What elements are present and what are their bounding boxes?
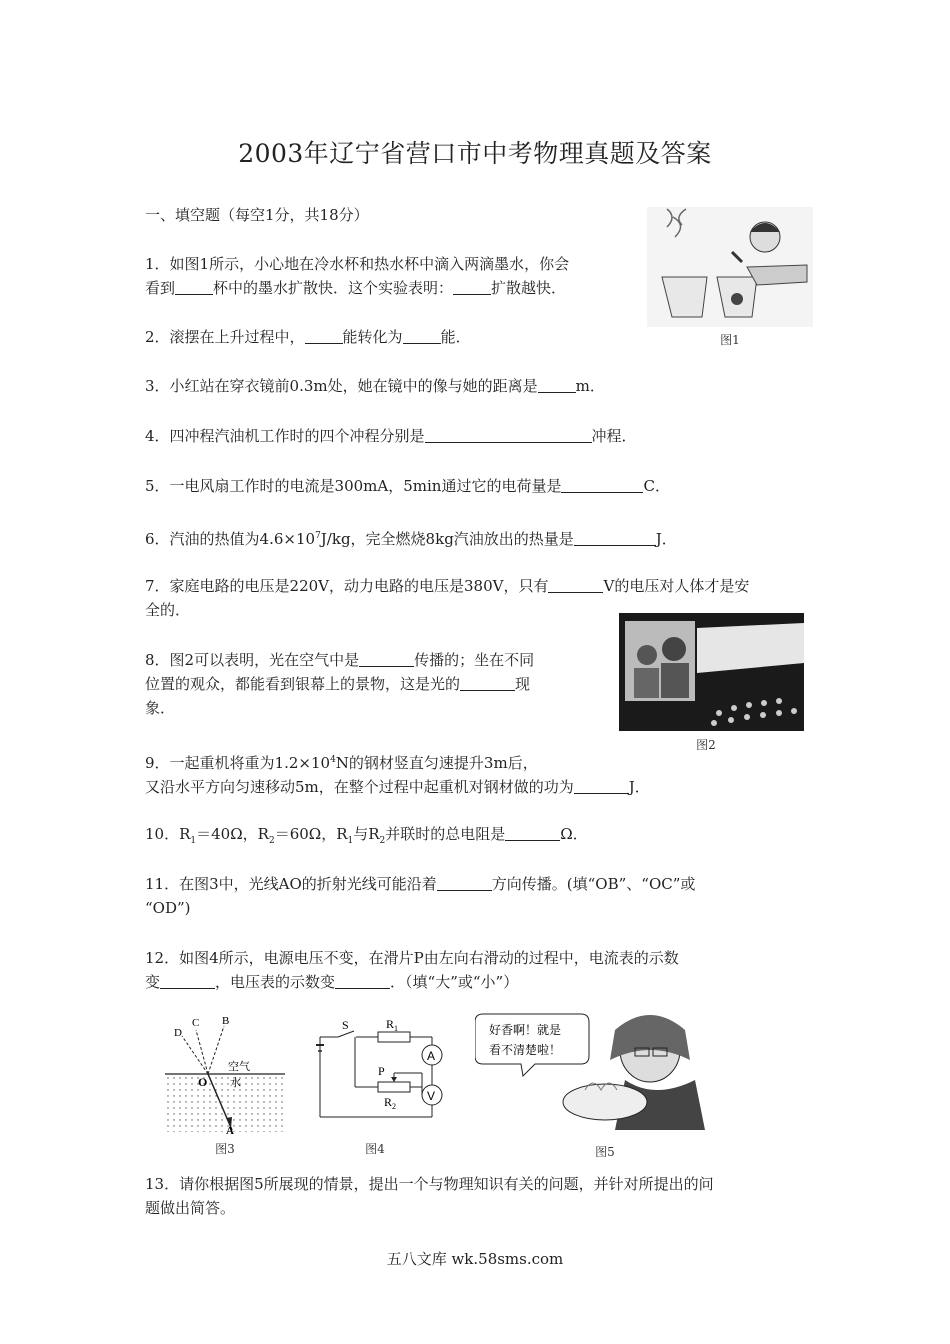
figure-1-caption: 图1 [720,333,740,347]
figure-1-image [647,207,813,327]
answer-blank [574,778,629,794]
answer-blank [425,427,592,443]
answer-blank [548,577,603,593]
label-A: A [226,1125,234,1135]
figure-4-circuit-diagram [310,1015,450,1125]
question-10: 10．$R_1=40\Omega$，$R_2=60\Omega$，$R_1$与$R_2$并联时的总电阻是 Ω． [145,825,588,846]
question-9: 9．一起重机将重为$1.2\times 10^4N$的钢材竖直匀速提升3m后， 又沿水平方向匀速移动5m，在整个过程中起重机对钢材做的功为 J． [145,754,650,796]
answer-blank [538,377,576,393]
question-7: 7．家庭电路的电压是220V，动力电路的电压是380V，只有 V的电压对人体才是安 全的． [145,577,750,619]
answer-blank [574,530,656,546]
answer-blank [335,973,390,989]
label-air: 空气 [228,1061,250,1073]
figure-2-image [619,613,804,731]
label-C: C [192,1017,200,1029]
answer-blank [460,675,515,691]
answer-blank [359,651,414,667]
answer-blank [305,328,343,344]
question-4: 4．四冲程汽油机工作时的四个冲程分别是 冲程． [145,427,637,445]
speech-line-1: 好香啊！就是 [489,1023,562,1037]
question-6: 6．汽油的热值为$4.6\times 10^7J/kg$，完全燃烧8kg汽油放出的热量是 J． [145,530,677,548]
label-D: D [174,1027,182,1039]
answer-blank [160,973,215,989]
answer-blank [403,328,441,344]
label-water: 水 [230,1077,241,1089]
question-3: 3．小红站在穿衣镜前0.3m处，她在镜中的像与她的距离是 m． [145,377,605,395]
figure-5-image [475,1010,715,1138]
question-1-line1: 1．如图1所示，小心地在冷水杯和热水杯中滴入两滴墨水，你会 [145,255,570,273]
question-11: 11．在图3中，光线AO的折射光线可能沿着 方向传播。(填“OB”、“OC”或 “OD”) [145,875,696,917]
answer-blank [505,825,560,841]
label-B: B [222,1015,230,1027]
figure-3-refraction-diagram [160,1010,290,1135]
figure-4-caption: 图4 [365,1142,385,1156]
label-R2: $R_2$ [384,1095,397,1111]
label-P: P [378,1064,385,1078]
question-8: 8．图2可以表明，光在空气中是 传播的；坐在不同 位置的观众，都能看到银幕上的景物，这是光的 现 象． [145,651,535,717]
answer-blank [175,279,213,295]
answer-blank [453,279,491,295]
question-1 [145,252,569,300]
footer-watermark: 五八文库 wk.58sms.com [386,1250,564,1268]
question-12: 12．如图4所示，电源电压不变，在滑片P由左向右滑动的过程中，电流表的示数 变 ，电压表的示数变 ．（填“大”或“小”） [145,949,679,991]
question-5: 5．一电风扇工作时的电流是300mA，5min通过它的电荷量是 C． [145,477,670,495]
label-R1: $R_1$ [386,1017,399,1033]
label-O: O [198,1075,208,1089]
question-1-line2: 看到 杯中的墨水扩散快．这个实验表明： 扩散越快． [145,279,567,297]
figure-5-caption: 图5 [595,1145,615,1159]
question-2: 2．滚摆在上升过程中， 能转化为 能． [145,328,471,346]
question-13: 13．请你根据图5所展现的情景，提出一个与物理知识有关的问题，并针对所提出的问 题做出简答。 [145,1175,714,1217]
section-heading: 一、填空题（每空1分，共18分） [145,206,369,224]
voltmeter-label: V [427,1089,436,1103]
answer-blank [437,875,492,891]
ammeter-label: A [427,1049,436,1063]
figure-2-caption: 图2 [696,738,716,752]
page-title: 2003年辽宁省营口市中考物理真题及答案 [238,139,712,168]
figure-3-caption: 图3 [215,1142,235,1156]
answer-blank [561,477,643,493]
label-S: S [342,1018,349,1032]
speech-line-2: 看不清楚啦！ [489,1043,562,1057]
